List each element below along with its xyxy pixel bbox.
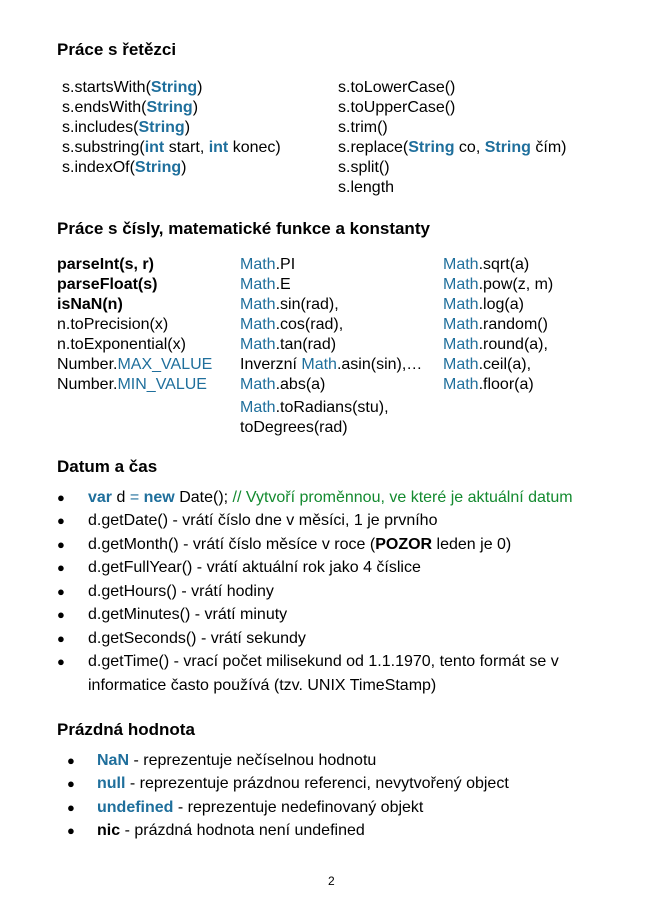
numbers-col1-line: n.toPrecision(x) <box>57 316 169 333</box>
strings-right-line: s.toLowerCase() <box>338 79 456 96</box>
date-list-item: d.getHours() - vrátí hodiny <box>88 583 274 600</box>
page-number: 2 <box>328 874 335 888</box>
numbers-col3-line: Math.sqrt(a) <box>443 256 530 273</box>
numbers-col3-line: Math.random() <box>443 316 548 333</box>
empty-list-item: NaN - reprezentuje nečíselnou hodnotu <box>97 752 377 769</box>
numbers-col2-line: Math.sin(rad), <box>240 296 339 313</box>
numbers-col2-line: Inverzní Math.asin(sin),… <box>240 356 423 373</box>
numbers-col1-line: Number.MAX_VALUE <box>57 356 213 373</box>
numbers-col1-line: parseFloat(s) <box>57 276 158 293</box>
bullet-icon: ● <box>57 560 65 575</box>
bullet-icon: ● <box>57 631 65 646</box>
bullet-icon: ● <box>57 490 65 505</box>
numbers-col2-line: toDegrees(rad) <box>240 419 348 436</box>
numbers-col1-line: Number.MIN_VALUE <box>57 376 207 393</box>
bullet-icon: ● <box>57 607 65 622</box>
numbers-col3-line: Math.round(a), <box>443 336 548 353</box>
strings-right-line: s.replace(String co, String čím) <box>338 139 567 156</box>
date-list-item-continuation: informatice často používá (tzv. UNIX TimeStamp) <box>88 677 437 694</box>
bullet-icon: ● <box>57 513 65 528</box>
date-list-item: d.getMinutes() - vrátí minuty <box>88 606 288 623</box>
bullet-icon: ● <box>57 654 65 669</box>
strings-left-line: s.startsWith(String) <box>62 79 203 96</box>
numbers-col2-line: Math.PI <box>240 256 296 273</box>
date-list-item: var d = new Date(); // Vytvoří proměnnou, ve které je aktuální datum <box>88 489 573 506</box>
bullet-icon: ● <box>57 537 65 552</box>
numbers-col1-line: isNaN(n) <box>57 296 123 313</box>
strings-right-line: s.split() <box>338 159 390 176</box>
numbers-col2-line: Math.E <box>240 276 291 293</box>
numbers-col1-line: parseInt(s, r) <box>57 256 154 273</box>
bullet-icon: ● <box>67 823 75 838</box>
empty-list-item: null - reprezentuje prázdnou referenci, nevytvořený object <box>97 775 509 792</box>
numbers-col1-line: n.toExponential(x) <box>57 336 186 353</box>
strings-left-line: s.indexOf(String) <box>62 159 187 176</box>
date-list-item: d.getDate() - vrátí číslo dne v měsíci, 1 je prvního <box>88 512 438 529</box>
numbers-col3-line: Math.pow(z, m) <box>443 276 554 293</box>
strings-right-line: s.toUpperCase() <box>338 99 456 116</box>
numbers-col2-line: Math.cos(rad), <box>240 316 344 333</box>
numbers-col2-line: Math.toRadians(stu), <box>240 399 389 416</box>
date-heading: Datum a čas <box>57 457 158 476</box>
bullet-icon: ● <box>57 584 65 599</box>
strings-right-line: s.trim() <box>338 119 388 136</box>
numbers-col3-line: Math.ceil(a), <box>443 356 532 373</box>
strings-right-line: s.length <box>338 179 395 196</box>
numbers-heading: Práce s čísly, matematické funkce a konstanty <box>57 219 430 238</box>
empty-heading: Prázdná hodnota <box>57 720 195 739</box>
numbers-col2-line: Math.tan(rad) <box>240 336 337 353</box>
date-list-item: d.getMonth() - vrátí číslo měsíce v roce (POZOR leden je 0) <box>88 536 512 553</box>
numbers-col3-line: Math.log(a) <box>443 296 524 313</box>
bullet-icon: ● <box>67 800 75 815</box>
strings-left-line: s.substring(int start, int konec) <box>62 139 281 156</box>
empty-list-item: undefined - reprezentuje nedefinovaný objekt <box>97 799 424 816</box>
numbers-col2-line: Math.abs(a) <box>240 376 326 393</box>
strings-left-line: s.includes(String) <box>62 119 191 136</box>
date-list-item: d.getSeconds() - vrátí sekundy <box>88 630 306 647</box>
strings-left-line: s.endsWith(String) <box>62 99 199 116</box>
date-list-item: d.getTime() - vrací počet milisekund od 1.1.1970, tento formát se v <box>88 653 559 670</box>
bullet-icon: ● <box>67 776 75 791</box>
numbers-col3-line: Math.floor(a) <box>443 376 534 393</box>
bullet-icon: ● <box>67 753 75 768</box>
empty-list-item: nic - prázdná hodnota není undefined <box>97 822 365 839</box>
date-list-item: d.getFullYear() - vrátí aktuální rok jako 4 číslice <box>88 559 421 576</box>
strings-heading: Práce s řetězci <box>57 40 177 59</box>
